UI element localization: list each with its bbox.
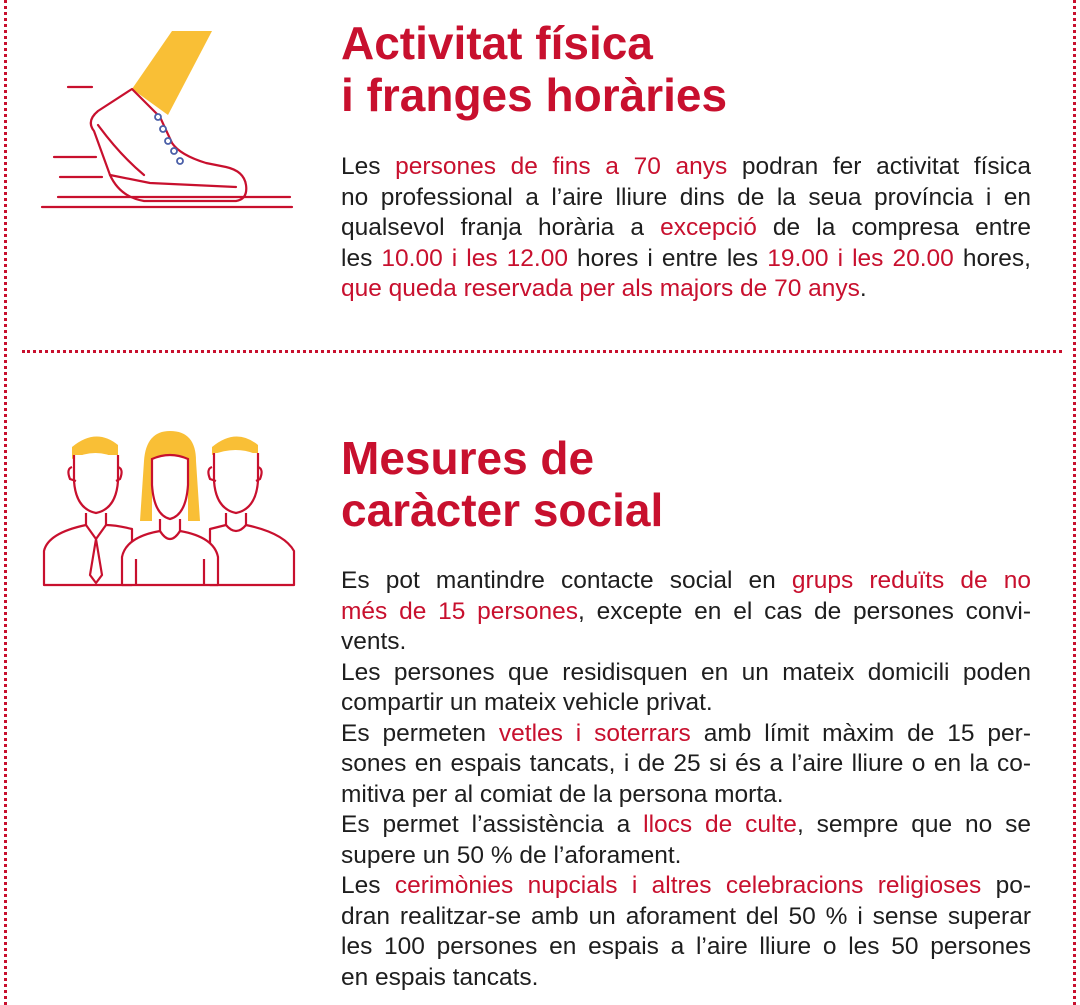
section-title-physical-activity: [341, 17, 727, 121]
body-text: amb límit màxim de 15 per-: [690, 719, 1031, 747]
body-text: supere un 50 % de l’aforament.: [341, 841, 682, 869]
body-text: les: [341, 244, 382, 272]
body-text: sones en espais tancats, i de 25 si és a l’aire lliure o en la co-: [341, 750, 1031, 777]
body-text: mitiva per al comiat de la persona morta.: [341, 780, 784, 808]
body-text: Les persones que residisquen en un mateix domicili poden: [341, 658, 1031, 686]
left-dotted-border: [4, 0, 7, 1005]
text-line: [341, 627, 1031, 658]
body-text: podran fer activitat física: [727, 153, 1031, 180]
body-text: dran realitzar-se amb un aforament del 50 % i sense superar: [341, 902, 1031, 930]
text-line: [341, 749, 1031, 780]
section-title-social-measures: [341, 432, 663, 536]
group-of-people-icon: [40, 425, 300, 595]
body-text: Les: [341, 153, 396, 180]
highlighted-text: grups reduïts de no: [791, 567, 1031, 594]
body-text: po-: [981, 872, 1032, 899]
body-text: qualsevol franja horària a: [341, 214, 661, 241]
text-line: [341, 780, 1031, 811]
body-text: vents.: [341, 628, 407, 655]
highlighted-text: persones de fins a 70 anys: [395, 153, 728, 180]
text-line: [341, 841, 1031, 872]
body-text: compartir un mateix vehicle privat.: [341, 689, 713, 716]
body-text: de la compresa entre: [756, 214, 1031, 241]
text-line: [341, 963, 1031, 994]
body-text: , excepte en el cas de persones convi-: [577, 597, 1031, 625]
body-text: Es permeten: [341, 719, 499, 747]
text-line: [341, 213, 1031, 244]
body-text: .: [859, 275, 867, 302]
body-text: hores,: [953, 244, 1031, 272]
title-line: Activitat física: [341, 17, 653, 69]
text-line: [341, 871, 1031, 902]
text-line: [341, 183, 1031, 214]
highlighted-text: llocs de culte: [643, 811, 797, 838]
highlighted-text: més de 15 persones: [341, 597, 578, 625]
text-line: [341, 932, 1031, 963]
highlighted-text: que queda reservada per als majors de 70 anys: [341, 275, 860, 302]
text-line: [341, 719, 1031, 750]
text-line: [341, 274, 1031, 305]
text-line: [341, 810, 1031, 841]
section-divider: [22, 350, 1062, 353]
text-line: [341, 152, 1031, 183]
text-line: [341, 658, 1031, 689]
body-text: no professional a l’aire lliure dins de la seua província i en: [341, 183, 1031, 211]
text-line: [341, 244, 1031, 275]
body-text: hores i entre les: [567, 244, 768, 272]
body-text: les 100 persones en espais a l’aire lliure o les 50 persones: [341, 933, 1031, 960]
right-dotted-border: [1073, 0, 1076, 1005]
text-line: [341, 902, 1031, 933]
body-text: Les: [341, 872, 395, 899]
social-measures-paragraph: [341, 566, 1031, 993]
highlighted-text: cerimònies nupcials i altres celebracions religioses: [394, 872, 982, 899]
physical-activity-paragraph: [341, 152, 1031, 305]
body-text: Es pot mantindre contacte social en: [341, 567, 792, 594]
highlighted-text: 10.00 i les 12.00: [381, 244, 568, 272]
highlighted-text: vetles i soterrars: [498, 719, 691, 747]
text-line: [341, 688, 1031, 719]
text-line: [341, 566, 1031, 597]
title-line: caràcter social: [341, 484, 664, 536]
text-line: [341, 597, 1031, 628]
body-text: Es permet l’assistència a: [341, 811, 644, 838]
highlighted-text: 19.00 i les 20.00: [767, 244, 954, 272]
title-line: Mesures de: [341, 432, 595, 484]
highlighted-text: excepció: [660, 214, 757, 241]
body-text: , sempre que no se: [796, 811, 1032, 838]
title-line: i franges horàries: [341, 69, 728, 121]
body-text: en espais tancats.: [341, 963, 539, 991]
running-shoe-icon: [40, 25, 300, 215]
